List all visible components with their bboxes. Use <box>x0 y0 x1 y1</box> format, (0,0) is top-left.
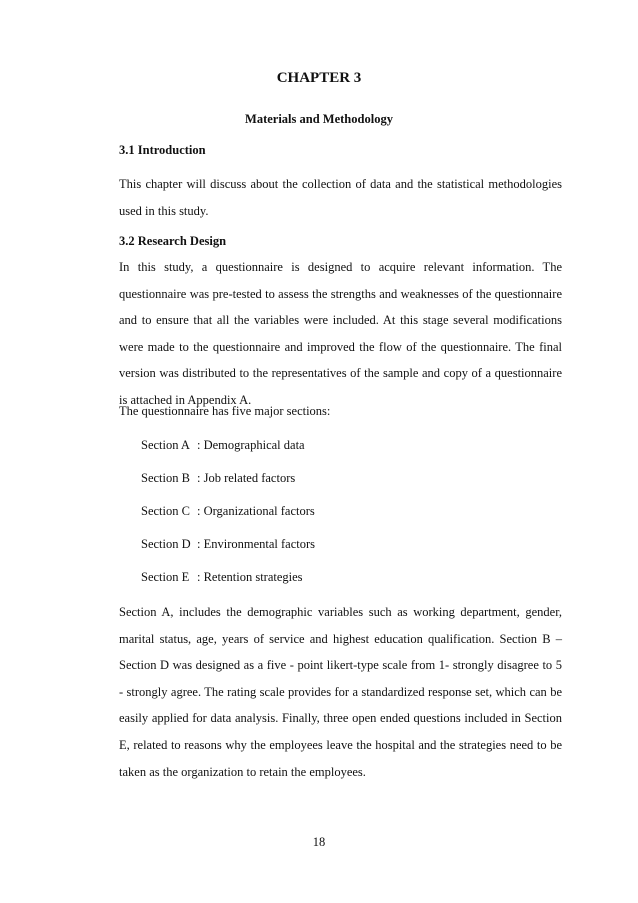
questionnaire-section-name: Section E <box>141 570 190 584</box>
questionnaire-section-item <box>141 471 295 486</box>
questionnaire-intro-paragraph: The questionnaire has five major sections: <box>119 404 331 418</box>
questionnaire-section-description: : Retention strategies <box>197 570 303 584</box>
chapter-title: CHAPTER 3 <box>276 70 362 86</box>
questionnaire-section-description: : Organizational factors <box>197 504 315 518</box>
section-heading-introduction: 3.1 Introduction <box>119 143 206 157</box>
questionnaire-section-name: Section A <box>141 438 190 452</box>
questionnaire-section-description: : Environmental factors <box>197 537 316 551</box>
chapter-subtitle: Materials and Methodology <box>245 112 393 126</box>
questionnaire-section-item <box>141 438 305 453</box>
introduction-paragraph: This chapter will discuss about the collection of data and the statistical methodologies used in this study. <box>119 177 562 218</box>
section-heading-research-design: 3.2 Research Design <box>119 234 227 248</box>
questionnaire-section-name: Section D <box>141 537 191 551</box>
questionnaire-section-item <box>141 537 315 552</box>
sections-description-paragraph: Section A, includes the demographic variables such as working department, gender, marital status, age, years of service and highest education qualification. Section B – Section D was designed as a five - point likert-type scale from 1- strongly disagree to 5 - strongly agree. The rating scale provides for a standardized response set, which can be easily applied for data analysis. Finally, three open ended questions included in Section E, related to reasons why the employees leave the hospital and the strategies need to be taken as the organization to retain the employees. <box>119 605 562 779</box>
questionnaire-section-name: Section C <box>141 504 190 518</box>
questionnaire-section-item <box>141 570 303 585</box>
questionnaire-section-name: Section B <box>141 471 190 485</box>
research-design-paragraph: In this study, a questionnaire is designed to acquire relevant information. The questionnaire was pre-tested to assess the strengths and weaknesses of the questionnaire and to ensure that all the variables were included. At this stage several modifications were made to the questionnaire and improved the flow of the questionnaire. The final version was distributed to the representatives of the sample and copy of a questionnaire is attached in Appendix A. <box>119 260 562 407</box>
questionnaire-section-description: : Job related factors <box>197 471 296 485</box>
questionnaire-section-description: : Demographical data <box>197 438 305 452</box>
page-number: 18 <box>312 835 326 849</box>
questionnaire-section-item <box>141 504 315 519</box>
